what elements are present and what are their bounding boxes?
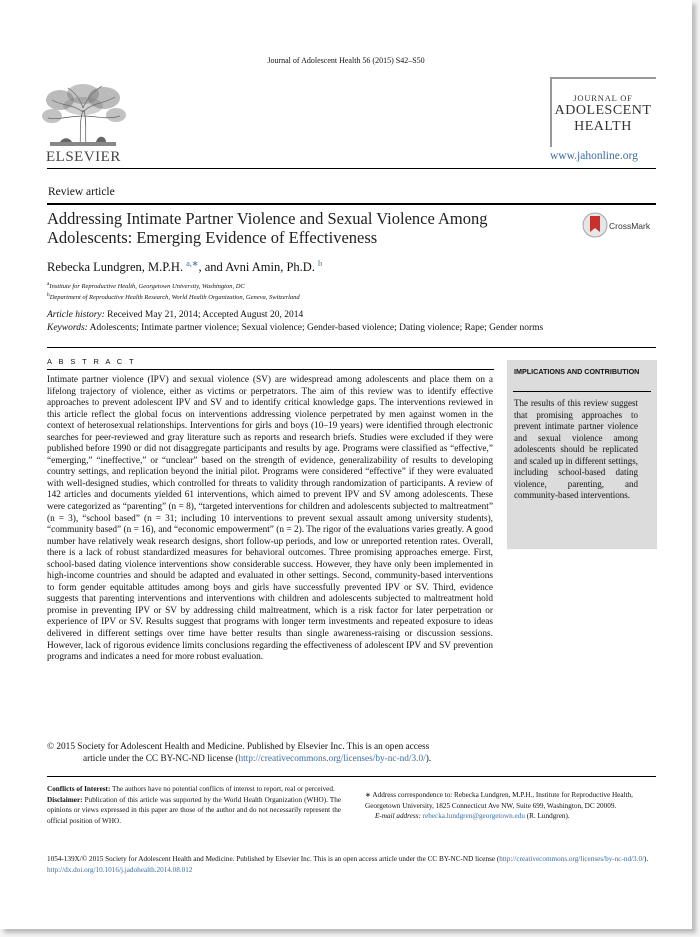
issn-footer	[47, 854, 657, 875]
abstract-copyright	[47, 741, 493, 765]
copyright-line	[47, 753, 493, 765]
crossmark-label[interactable]: CrossMark	[609, 221, 651, 231]
disclaimer-footnote	[47, 795, 341, 827]
abstract-body	[47, 375, 493, 664]
correspondence-footnote	[365, 790, 657, 811]
keywords-label: Keywords:	[47, 323, 88, 333]
implications-text: The results of this review suggest that promising approaches to prevent intimate partner violence and sexual violence among adolescents should be replicated and scaled up in different settings, including school-based dating violence, parenting, and community-based interventions.	[514, 398, 638, 500]
abstract-heading: A B S T R A C T	[47, 357, 136, 366]
license-link[interactable]: http://creativecommons.org/licenses/by-nc-nd/3.0/	[499, 855, 645, 863]
journal-box	[553, 93, 653, 135]
crossmark-icon[interactable]	[582, 212, 608, 238]
divider	[47, 369, 494, 370]
keywords-list: Adolescents; Intimate partner violence; Sexual violence; Gender-based violence; Dating violence; Rape; Gender norms	[87, 323, 544, 333]
copyright-text: ).	[425, 754, 432, 764]
issn-line	[47, 854, 657, 865]
email-label: E-mail address:	[375, 812, 421, 821]
publisher-name: ELSEVIER	[46, 149, 121, 165]
article-type: Review article	[48, 186, 115, 198]
copyright-text: article under the CC BY-NC-ND license (	[83, 754, 239, 764]
affiliation-mark: b	[47, 292, 50, 298]
footnote-mark: ∗	[365, 791, 372, 799]
email-link[interactable]: rebecka.lundgren@georgetown.edu	[422, 812, 525, 821]
affiliation-mark: a	[47, 281, 50, 287]
journal-box-line: JOURNAL OF	[573, 93, 633, 103]
affiliation-text: Institute for Reproductive Health, Georgetown University, Washington, DC	[49, 283, 245, 291]
footnote-text: Publication of this article was supported by the World Health Organization (WHO). The opinions or views expressed in this paper are those of the author and do not necessarily represent the official position of WHO.	[47, 795, 341, 826]
implications-heading: IMPLICATIONS AND CONTRIBUTION	[514, 367, 640, 376]
doi-link[interactable]: http://dx.doi.org/10.1016/j.jadohealth.2014.08.012	[47, 865, 193, 874]
author-separator: , and	[198, 260, 226, 275]
divider	[47, 203, 656, 205]
divider	[47, 168, 656, 169]
article-history	[47, 310, 303, 320]
divider	[47, 776, 656, 777]
footnote-right	[365, 790, 657, 822]
keywords	[47, 323, 543, 333]
author-affiliation-mark[interactable]: a,∗	[186, 259, 199, 268]
abstract-text: Intimate partner violence (IPV) and sexual violence (SV) are widespread among adolescents and place them on a lifelong trajectory of violence, either as victims or perpetrators. The aim of this review was to identify effective approaches to prevent adolescent IPV and SV and to identify critical knowledge gaps. The interventions reviewed in this article reflect the global focus on interventions addressing violence perpetrated by men against women in the context of heterosexual relationships. Interventions for girls and boys (10–19 years) were identified through electronic searches for peer-reviewed and gray literature such as reports and research briefs. Studies were excluded if they were published before 1990 or did not disaggregate participants and results by age. Programs were classified as “effective,” “emerging,” “ineffective,” or “unclear” based on the strength of evidence, generalizability of results to developing country settings, and replication beyond the initial pilot. Programs were considered “effective” if they were evaluated with well-designed studies, which controlled for threats to validity through randomization of participants. A review of 142 articles and documents yielded 61 interventions, which aimed to prevent IPV and SV among adolescents. These were categorized as “parenting” (n = 8), “targeted interventions for children and adolescents subjected to maltreatment” (n = 3), “school based” (n = 31; including 10 interventions to prevent sexual assault among university students), “community based” (n = 16), and “economic empowerment” (n = 2). The rigor of the evaluations varies greatly. A good number have relatively weak research designs, short follow-up periods, and low or unreported retention rates. Overall, there is a lack of robust standardized measures for behavioral outcomes. Three promising approaches emerge. First, school-based dating violence interventions show considerable success. However, they have only been implemented in high-income countries and should be adapted and evaluated in other settings. Second, community-based interventions to form gender equitable attitudes among boys and girls have successfully prevented IPV or SV. Third, evidence suggests that parenting interventions and interventions with children and adolescents subjected to maltreatment hold promise in preventing IPV or SV by addressing child maltreatment, which is a risk factor for later perpetration or experience of IPV or SV. Results suggest that programs with longer term investments and repeated exposure to ideas delivered in different settings over time have better results than single awareness-raising or discussion sessions. However, lack of rigorous evidence limits conclusions regarding the effectiveness of adolescent IPV and SV prevention programs and indicates a need for more robust evaluation.	[47, 375, 493, 663]
journal-box-line: ADOLESCENT	[554, 103, 652, 118]
article-title: Addressing Intimate Partner Violence and Sexual Violence Among Adolescents: Emerging Evidence of Effectiveness	[47, 209, 488, 247]
affiliation-text: Department of Reproductive Health Research, World Health Organization, Geneva, Switzerland	[49, 294, 300, 302]
footnote-label: Conflicts of Interest:	[47, 785, 111, 793]
footnote-text: Address correspondence to: Rebecka Lundgren, M.P.H., Institute for Reproductive Health, Georgetown University, 1825 Connecticut Ave NW, Suite 699, Washington, DC 20009.	[365, 791, 633, 810]
affiliation	[47, 281, 245, 290]
author-affiliation-mark[interactable]: b	[318, 259, 323, 268]
author-name: Rebecka Lundgren, M.P.H.	[47, 260, 184, 275]
doi-line	[47, 865, 657, 876]
author-list	[47, 259, 322, 275]
footnote-left	[47, 784, 341, 827]
email-owner: (R. Lundgren).	[524, 812, 570, 821]
history-dates: Received May 21, 2014; Accepted August 20, 2014	[104, 310, 304, 320]
journal-reference: Journal of Adolescent Health 56 (2015) S42–S50	[267, 56, 425, 65]
journal-url-link[interactable]: www.jahonline.org	[550, 150, 638, 162]
conflicts-footnote	[47, 784, 341, 795]
divider	[47, 347, 656, 348]
issn-text: ).	[644, 855, 649, 863]
license-link[interactable]: http://creativecommons.org/licenses/by-nc-nd/3.0/	[238, 754, 426, 764]
copyright-line: © 2015 Society for Adolescent Health and Medicine. Published by Elsevier Inc. This is an open access	[47, 742, 430, 752]
issn-text: 1054-139X/© 2015 Society for Adolescent Health and Medicine. Published by Elsevier Inc. This is an open access article under the CC BY-NC-ND license (	[47, 855, 500, 863]
journal-box-line: HEALTH	[574, 119, 632, 134]
email-footnote	[365, 811, 657, 822]
affiliation	[47, 292, 300, 301]
divider	[513, 391, 651, 392]
footnote-text: The authors have no potential conflicts of interest to report, real or perceived.	[110, 785, 335, 793]
author-name: Avni Amin, Ph.D.	[225, 260, 315, 275]
footnote-label: Disclaimer:	[47, 795, 83, 804]
history-label: Article history:	[47, 310, 105, 320]
